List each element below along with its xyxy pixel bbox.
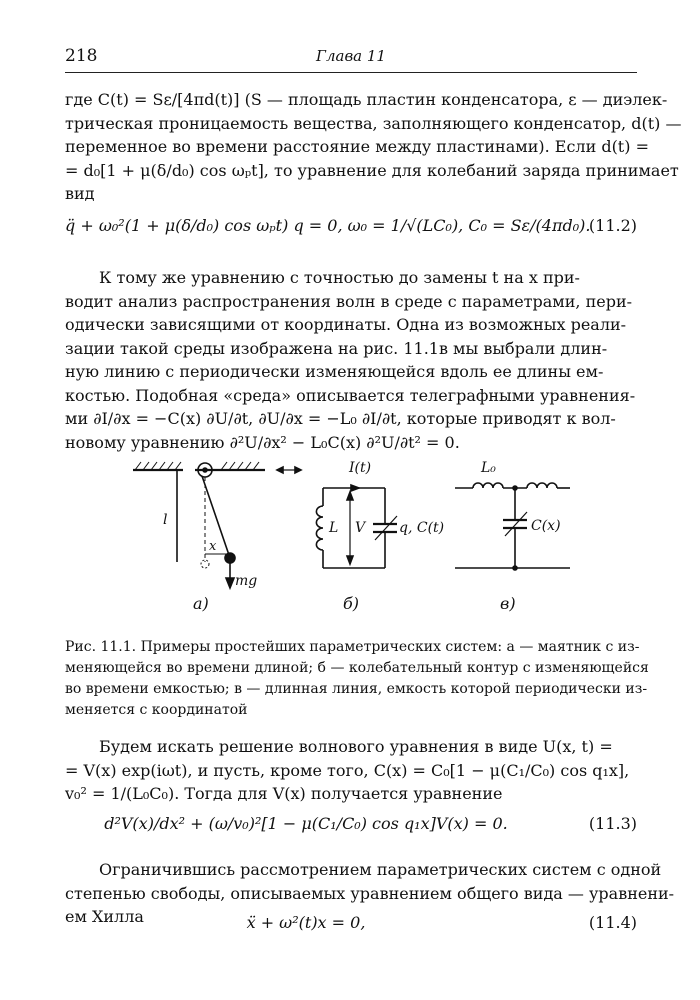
pendulum-bob bbox=[225, 553, 235, 563]
text-line: переменное во времени расстояние между пластинами). Если d(t) = bbox=[65, 137, 649, 156]
pendulum-length-label: l bbox=[163, 512, 168, 528]
capacitance-label: q, C(t) bbox=[399, 520, 445, 536]
subfigure-label-a: а) bbox=[193, 594, 209, 613]
caption-line: меняется с координатой bbox=[65, 702, 248, 718]
text-line: зации такой среды изображена на рис. 11.1в мы выбрали длин- bbox=[65, 338, 608, 358]
inductor bbox=[316, 506, 323, 550]
inductor-left bbox=[473, 483, 503, 488]
text-line: степенью свободы, описываемых уравнением общего вида — уравнени- bbox=[65, 883, 675, 903]
current-label: I(t) bbox=[349, 460, 372, 476]
variable-arrow bbox=[375, 516, 397, 540]
equation-11-2 bbox=[65, 208, 637, 248]
text-line: одически зависящими от координаты. Одна из возможных реали- bbox=[65, 315, 627, 334]
equation-number: (11.4) bbox=[588, 913, 637, 932]
paragraph-2 bbox=[65, 266, 637, 454]
equation-body: d²V(x)/dx² + (ω/v₀)²[1 − μ(C₁/C₀) cos q₁x]V(x) = 0. bbox=[104, 814, 508, 833]
text-line: Ограничившись рассмотрением параметрических систем с одной bbox=[99, 860, 662, 879]
pendulum-diagram bbox=[133, 462, 301, 588]
figure-11-1 bbox=[125, 432, 575, 626]
voltage-label: V bbox=[355, 520, 366, 536]
text-line: вид bbox=[65, 184, 95, 203]
equation-number: (11.2) bbox=[588, 216, 637, 235]
page-number: 218 bbox=[65, 46, 98, 66]
current-arrow bbox=[351, 485, 359, 491]
text-line: ми ∂I/∂x = −C(x) ∂U/∂t, ∂U/∂x = −L₀ ∂I/∂t, которые приводят к вол- bbox=[65, 409, 616, 428]
text-line: К тому же уравнению с точностью до замены t на x при- bbox=[99, 268, 580, 287]
text-line: v₀² = 1/(L₀C₀). Тогда для V(x) получается уравнение bbox=[65, 784, 503, 803]
header-rule bbox=[65, 72, 637, 73]
text-line: ную линию с периодически изменяющейся вдоль ее длины ем- bbox=[65, 362, 604, 381]
text-line: Будем искать решение волнового уравнения в виде U(x, t) = bbox=[99, 737, 613, 756]
pendulum-x-label: x bbox=[209, 539, 217, 554]
figure-caption bbox=[65, 637, 649, 721]
subfigure-label-c: в) bbox=[500, 594, 516, 613]
line-inductance-label: L₀ bbox=[481, 460, 496, 476]
text-line: водит анализ распространения волн в среде с параметрами, пери- bbox=[65, 291, 633, 311]
text-line: = V(x) exp(iωt), и пусть, кроме того, C(x) = C₀[1 − μ(C₁/C₀) cos q₁x], bbox=[65, 760, 630, 780]
text-line: ем Хилла bbox=[65, 907, 144, 926]
equation-11-3 bbox=[65, 806, 637, 846]
equation-body: q̈ + ω₀²(1 + μ(δ/d₀) cos ωₚt) q = 0, ω₀ = 1/√(LC₀), C₀ = Sε/(4πd₀). bbox=[65, 216, 591, 235]
equation-11-4 bbox=[65, 905, 637, 945]
ceiling-hatch-right bbox=[221, 462, 259, 470]
subfigure-label-b: б) bbox=[343, 594, 360, 613]
ceiling-hatch-left bbox=[135, 462, 181, 470]
text-line: новому уравнению ∂²U/∂x² − L₀C(x) ∂²U/∂t² = 0. bbox=[65, 432, 460, 452]
page-header bbox=[65, 46, 637, 70]
inductance-label: L bbox=[329, 520, 339, 536]
chapter-title: Глава 11 bbox=[316, 47, 386, 65]
text-line: трическая проницаемость вещества, заполняющего конденсатор, d(t) — bbox=[65, 113, 682, 133]
paragraph-3 bbox=[65, 735, 637, 806]
caption-line: Рис. 11.1. Примеры простейших параметрических систем: а — маятник с из- bbox=[65, 639, 640, 655]
caption-line: меняющейся во времени длиной; б — колебательный контур с изменяющейся bbox=[65, 660, 649, 676]
text-line: = d₀[1 + μ(δ/d₀) cos ωₚt], то уравнение для колебаний заряда принимает bbox=[65, 160, 679, 180]
equation-body: ẍ + ω²(t)x = 0, bbox=[246, 913, 366, 932]
inductor-right bbox=[527, 483, 557, 488]
equation-number: (11.3) bbox=[588, 814, 637, 833]
text-line: костью. Подобная «среда» описывается телеграфными уравнения- bbox=[65, 385, 636, 405]
text-line: где C(t) = Sε/[4πd(t)] (S — площадь пластин конденсатора, ε — диэлек- bbox=[65, 90, 668, 109]
caption-line: во времени емкостью; в — длинная линия, емкость которой периодически из- bbox=[65, 681, 648, 697]
paragraph-1 bbox=[65, 88, 682, 206]
line-capacitance-label: C(x) bbox=[531, 518, 561, 534]
pendulum-mg-label: mg bbox=[235, 573, 258, 589]
